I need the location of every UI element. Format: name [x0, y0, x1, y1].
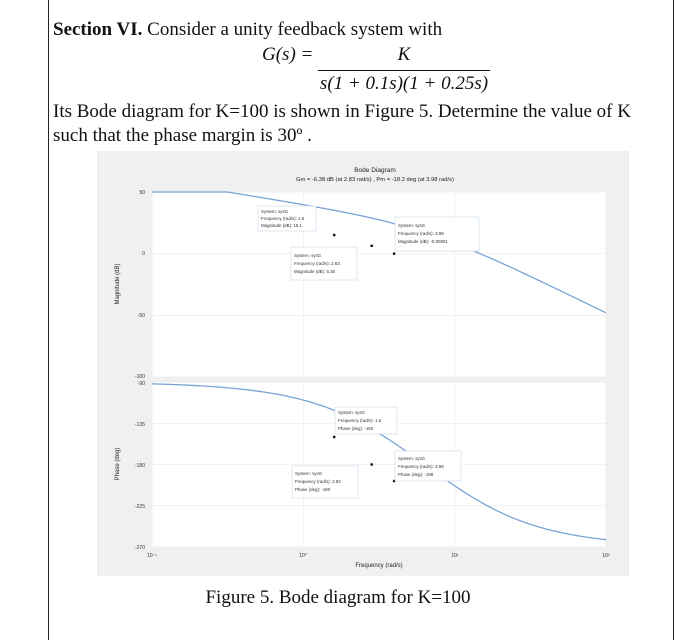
section-intro: Consider a unity feedback system with — [147, 19, 443, 40]
bode-diagram — [97, 151, 629, 576]
datatip-line: System: sysG — [398, 223, 426, 228]
mag-tick-minus-50: -50 — [137, 313, 145, 319]
chart-title: Bode Diagram — [354, 167, 396, 174]
datatip-line: Frequency (rad/s): 2.83 — [295, 479, 341, 484]
fraction-bar — [318, 70, 490, 71]
chart-subtitle: Gm = -6.38 dB (at 2.83 rad/s) , Pm = -18.2 deg (at 3.98 rad/s) — [296, 177, 454, 183]
datatip-phase-2[interactable] — [292, 466, 358, 498]
transfer-function-denominator: s(1 + 0.1s)(1 + 0.25s) — [319, 73, 489, 94]
datatip-line: Magnitude (dB): 6.35 — [294, 269, 336, 274]
datatip-line: Magnitude (dB): 15.1 — [261, 223, 303, 228]
datatip-line: Magnitude (dB): -0.00801 — [398, 239, 448, 244]
datatip-line: System: sysG — [261, 209, 289, 214]
xlabel: Frequency (rad/s) — [355, 563, 403, 569]
datatip-line: Frequency (rad/s): 3.98 — [398, 464, 444, 469]
datatip-line: System: sysG — [338, 410, 366, 415]
phase-tick-minus-225: -225 — [134, 504, 145, 510]
phase-tick-minus-270: -270 — [134, 545, 145, 551]
datatip-phase-3[interactable] — [395, 451, 461, 481]
datatip-mag-1[interactable] — [258, 206, 316, 231]
phase-tick-minus-90: -90 — [137, 381, 145, 387]
mag-tick-50: 50 — [139, 190, 145, 196]
section-label: Section VI. — [53, 19, 143, 40]
datatip-line: Frequency (rad/s): 1.6 — [261, 216, 305, 221]
datatip-marker-magnitude-1[interactable] — [333, 234, 335, 236]
datatip-line: Frequency (rad/s): 1.6 — [338, 418, 382, 423]
phase-tick-minus-135: -135 — [134, 422, 145, 428]
figure-caption: Figure 5. Bode diagram for K=100 — [205, 587, 471, 608]
x-tick-0.1: 10⁻¹ — [147, 553, 157, 559]
bode-figure — [97, 151, 629, 576]
datatip-line: Frequency (rad/s): 2.83 — [294, 261, 340, 266]
datatip-line: Phase (deg): -180 — [295, 487, 331, 492]
mag-tick-minus-100: -100 — [134, 374, 145, 380]
x-tick-1: 10⁰ — [299, 553, 307, 559]
datatip-line: System: sysG — [294, 253, 322, 258]
datatip-marker-magnitude-2[interactable] — [371, 245, 373, 247]
mag-tick-0: 0 — [142, 251, 145, 257]
phase-ylabel: Phase (deg) — [115, 447, 121, 481]
datatip-line: System: sysG — [295, 471, 323, 476]
datatip-line: Frequency (rad/s): 3.98 — [398, 231, 444, 236]
question-line-1: Its Bode diagram for K=100 is shown in Figure 5. Determine the value of K — [53, 101, 631, 122]
x-tick-10: 10¹ — [451, 553, 459, 559]
transfer-function-numerator: K — [397, 44, 411, 65]
question-line-2: such that the phase margin is 30º . — [53, 125, 312, 146]
datatip-line: System: sysG — [398, 456, 426, 461]
datatip-marker-magnitude-3[interactable] — [393, 252, 395, 254]
datatip-line: Phase (deg): -150 — [338, 426, 374, 431]
datatip-marker-phase-2[interactable] — [371, 463, 373, 465]
transfer-function-lhs: G(s) = — [262, 44, 314, 65]
phase-tick-minus-180: -180 — [134, 463, 145, 469]
section-heading — [53, 19, 442, 41]
magnitude-ylabel: Magnitude (dB) — [115, 263, 121, 305]
datatip-line: Phase (deg): -198 — [398, 472, 434, 477]
x-tick-100: 10² — [602, 553, 610, 559]
datatip-marker-phase-1[interactable] — [333, 436, 335, 438]
datatip-mag-3[interactable] — [395, 217, 479, 251]
datatip-mag-2[interactable] — [291, 247, 357, 280]
datatip-phase-1[interactable] — [335, 407, 397, 434]
